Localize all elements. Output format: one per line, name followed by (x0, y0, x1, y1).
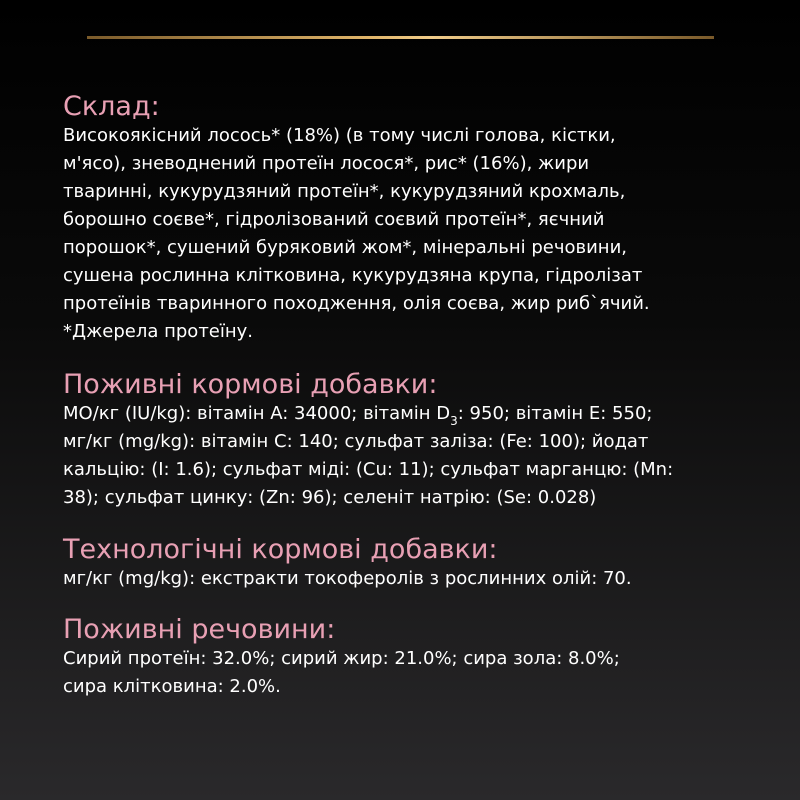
technological-additives-heading: Технологічні кормові добавки: (63, 534, 498, 565)
composition-line: сушена рослинна клітковина, кукурудзяна крупа, гідролізат (63, 265, 643, 286)
composition-heading: Склад: (63, 91, 160, 122)
composition-text (63, 122, 763, 346)
composition-line: тваринні, кукурудзяний протеїн*, кукурудзяний крохмаль, (63, 181, 626, 202)
vitamins-part: МО/кг (IU/kg): вітамін A: 34000; вітамін D (63, 403, 451, 424)
nutritional-additives-line (63, 400, 763, 428)
nutritional-additives-heading: Поживні кормові добавки: (63, 369, 438, 400)
vitamins-part: : 950; вітамін E: 550; (457, 403, 653, 424)
nutrients-line: сира клітковина: 2.0%. (63, 676, 281, 697)
nutrients-heading: Поживні речовини: (63, 614, 336, 645)
composition-line: Високоякісний лосось* (18%) (в тому числі голова, кістки, (63, 125, 616, 146)
composition-footnote: *Джерела протеїну. (63, 321, 254, 342)
nutritional-additives-line: мг/кг (mg/kg): вітамін C: 140; сульфат заліза: (Fe: 100); йодат (63, 431, 649, 452)
composition-line: протеїнів тваринного походження, олія соєва, жир риб`ячий. (63, 293, 650, 314)
composition-line: м'ясо), зневоднений протеїн лосося*, рис* (16%), жири (63, 153, 590, 174)
technological-additives-section (63, 535, 763, 593)
nutritional-additives-line: 38); сульфат цинку: (Zn: 96); селеніт натрію: (Se: 0.028) (63, 487, 597, 508)
technological-additives-line: мг/кг (mg/kg): екстракти токоферолів з рослинних олій: 70. (63, 568, 632, 589)
composition-line: порошок*, сушений буряковий жом*, мінеральні речовини, (63, 237, 627, 258)
vitamin-d-subscript: 3 (450, 414, 458, 428)
composition-section (63, 92, 763, 346)
nutrients-section (63, 615, 763, 701)
nutrients-text (63, 645, 763, 701)
composition-line: борошно соєве*, гідролізований соєвий протеїн*, яєчний (63, 209, 605, 230)
nutrients-line: Сирий протеїн: 32.0%; сирий жир: 21.0%; сира зола: 8.0%; (63, 648, 620, 669)
nutritional-additives-line: кальцію: (I: 1.6); сульфат міді: (Cu: 11); сульфат марганцю: (Mn: (63, 459, 674, 480)
label-content (63, 92, 763, 701)
technological-additives-text (63, 565, 763, 593)
gold-divider-line (87, 36, 714, 39)
nutritional-additives-text (63, 400, 763, 512)
nutritional-additives-section (63, 370, 763, 512)
